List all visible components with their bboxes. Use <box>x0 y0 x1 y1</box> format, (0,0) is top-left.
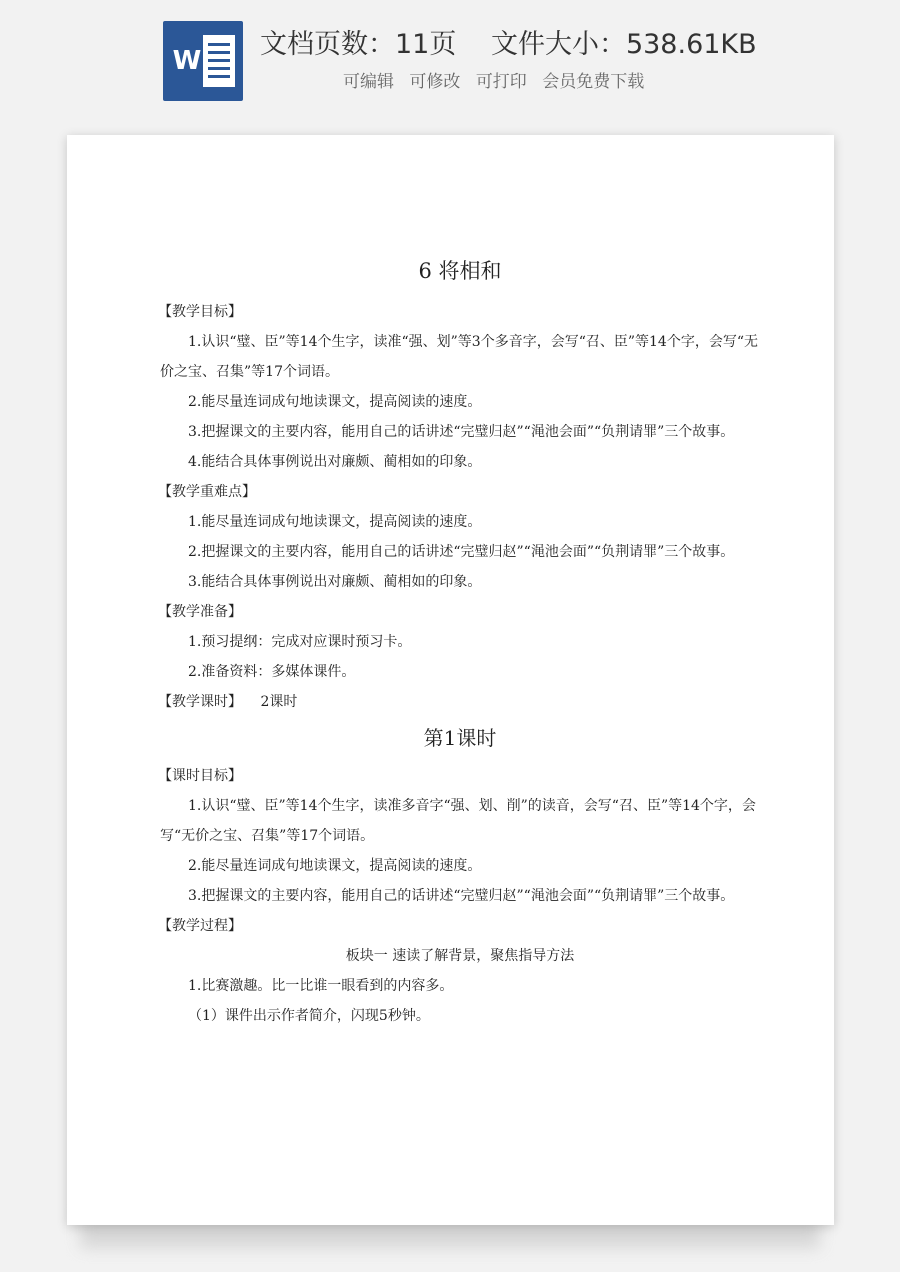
feature-modifiable: 可修改 <box>409 72 461 92</box>
feature-printable: 可打印 <box>475 72 527 92</box>
document-content <box>160 253 760 1031</box>
paragraph: 2.准备资料：多媒体课件。 <box>188 664 356 680</box>
section-heading: 【教学课时】 <box>158 694 242 710</box>
section-heading: 【教学准备】 <box>158 604 242 620</box>
word-icon-letter: W <box>172 46 202 76</box>
paragraph: （1）课件出示作者简介，闪现5秒钟。 <box>188 1008 430 1024</box>
block-heading: 板块一 速读了解背景，聚焦指导方法 <box>345 948 575 964</box>
section-value: 2课时 <box>260 694 298 710</box>
document-title: 6 将相和 <box>418 259 502 283</box>
document-page <box>67 135 834 1225</box>
paragraph: 3.能结合具体事例说出对廉颇、蔺相如的印象。 <box>188 574 482 590</box>
paragraph: 2.把握课文的主要内容，能用自己的话讲述“完璧归赵”“渑池会面”“负荆请罪”三个故事。 <box>188 544 735 560</box>
paragraph: 4.能结合具体事例说出对廉颇、蔺相如的印象。 <box>188 454 482 470</box>
paragraph: 1.比赛激趣。比一比谁一眼看到的内容多。 <box>188 978 454 994</box>
section-heading: 【教学目标】 <box>158 304 242 320</box>
section-heading: 【教学重难点】 <box>158 484 256 500</box>
section-heading: 【教学过程】 <box>158 918 242 934</box>
word-icon-line <box>208 75 230 78</box>
section-heading: 【课时目标】 <box>158 768 242 784</box>
paragraph: 1.预习提纲：完成对应课时预习卡。 <box>188 634 412 650</box>
file-info <box>260 22 880 61</box>
paragraph: 3.把握课文的主要内容，能用自己的话讲述“完璧归赵”“渑池会面”“负荆请罪”三个故事。 <box>188 424 735 440</box>
word-icon <box>163 21 243 101</box>
page-count: 文档页数：11页 <box>260 29 457 60</box>
word-icon-line <box>208 59 230 62</box>
download-header <box>0 0 900 120</box>
paragraph: 2.能尽量连词成句地读课文，提高阅读的速度。 <box>188 858 482 874</box>
paragraph: 1.能尽量连词成句地读课文，提高阅读的速度。 <box>188 514 482 530</box>
feature-member-download: 会员免费下载 <box>542 72 645 92</box>
word-icon-line <box>208 51 230 54</box>
lesson-title: 第1课时 <box>423 726 497 750</box>
file-size: 文件大小：538.61KB <box>490 29 757 60</box>
feature-editable: 可编辑 <box>343 72 394 92</box>
word-icon-line <box>208 67 230 70</box>
paragraph: 2.能尽量连词成句地读课文，提高阅读的速度。 <box>188 394 482 410</box>
paragraph: 1.认识“璧、臣”等14个生字，读准多音字“强、划、削”的读音，会写“召、臣”等14个字，会写“无价之宝、召集”等17个词语。 <box>160 798 756 844</box>
paragraph: 1.认识“璧、臣”等14个生字，读准“强、划”等3个多音字，会写“召、臣”等14个字，会写“无价之宝、召集”等17个词语。 <box>160 334 758 380</box>
paragraph: 3.把握课文的主要内容，能用自己的话讲述“完璧归赵”“渑池会面”“负荆请罪”三个故事。 <box>188 888 735 904</box>
section-heading-inline <box>158 687 760 717</box>
word-icon-line <box>208 43 230 46</box>
feature-list <box>343 67 654 92</box>
